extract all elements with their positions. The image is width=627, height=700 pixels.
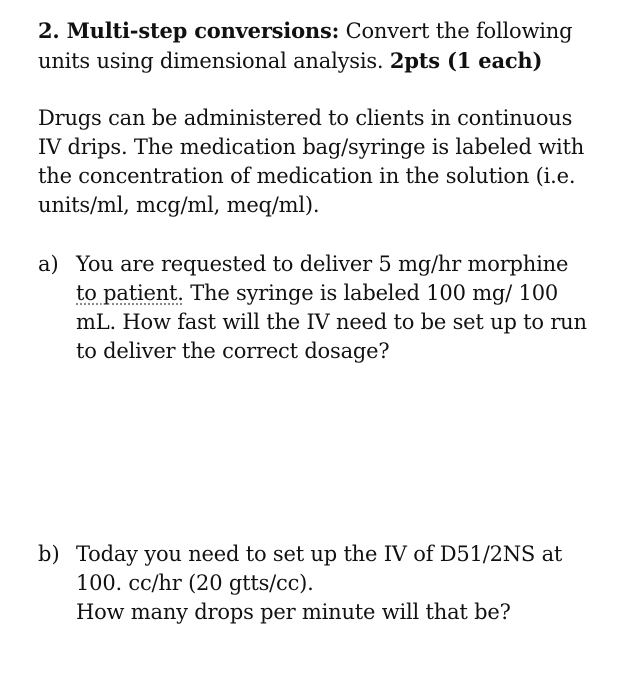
intro-line: Drugs can be administered to clients in continuous bbox=[38, 106, 573, 130]
question-a-line: You are requested to deliver 5 mg/hr morphine bbox=[76, 252, 569, 276]
intro-line: units/ml, mcg/ml, meq/ml). bbox=[38, 193, 320, 217]
question-a-underlined-text: to patient. bbox=[76, 281, 184, 305]
heading-line-2 bbox=[38, 46, 542, 76]
question-a-line: to deliver the correct dosage? bbox=[76, 339, 390, 363]
question-number-title: 2. Multi-step conversions: bbox=[38, 18, 340, 43]
question-a-label: a) bbox=[38, 252, 59, 276]
question-b-line: Today you need to set up the IV of D51/2NS at bbox=[76, 542, 563, 566]
intro-line: IV drips. The medication bag/syringe is labeled with bbox=[38, 135, 585, 159]
question-a-line-remainder: The syringe is labeled 100 mg/ 100 bbox=[183, 281, 559, 305]
question-b-label: b) bbox=[38, 542, 60, 566]
points-label: 2pts (1 each) bbox=[389, 48, 543, 73]
question-b-line: 100. cc/hr (20 gtts/cc). bbox=[76, 571, 314, 595]
heading-instruction-part-2: units using dimensional analysis. bbox=[38, 49, 390, 73]
heading-instruction-part-1: Convert the following bbox=[339, 19, 573, 43]
question-a-line bbox=[76, 279, 558, 308]
heading-line-1 bbox=[38, 16, 572, 46]
question-b-line: How many drops per minute will that be? bbox=[76, 600, 511, 624]
question-a-line: mL. How fast will the IV need to be set up to run bbox=[76, 310, 587, 334]
intro-line: the concentration of medication in the solution (i.e. bbox=[38, 164, 576, 188]
